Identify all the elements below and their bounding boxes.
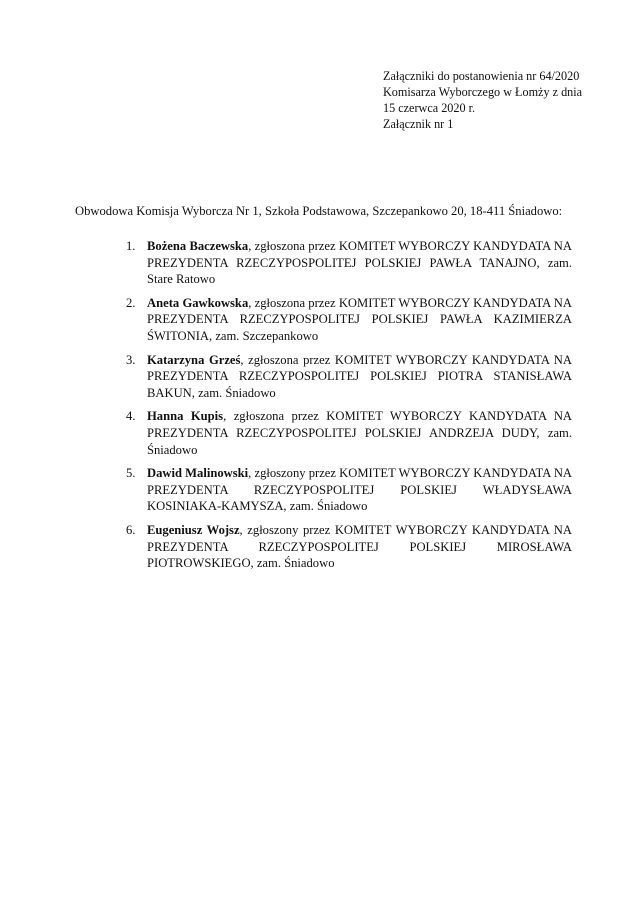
candidate-details: , zgłoszona przez KOMITET WYBORCZY KANDYDATA NA PREZYDENTA RZECZYPOSPOLITEJ POLSKIEJ PAWŁA TANAJNO, zam. Stare Ratowo: [147, 239, 572, 287]
list-item: [120, 408, 572, 458]
candidate-name: Eugeniusz Wojsz: [147, 522, 240, 537]
candidate-name: Aneta Gawkowska: [147, 295, 249, 310]
candidate-number: 3.: [126, 352, 136, 367]
candidate-name: Katarzyna Grześ: [147, 352, 241, 367]
candidate-number: 1.: [126, 239, 136, 253]
header-line: 15 czerwca 2020 r.: [383, 101, 476, 115]
candidate-details: , zgłoszona przez KOMITET WYBORCZY KANDYDATA NA PREZYDENTA RZECZYPOSPOLITEJ POLSKIEJ PIOTRA STANISŁAWA BAKUN, zam. Śniadowo: [147, 352, 572, 400]
header-line: Komisarza Wyborczego w Łomży z dnia: [383, 85, 583, 99]
list-item: [120, 352, 572, 402]
header-line: Załącznik nr 1: [383, 117, 454, 131]
commission-title: Obwodowa Komisja Wyborcza Nr 1, Szkoła Podstawowa, Szczepankowo 20, 18-411 Śniadowo:: [75, 204, 563, 218]
candidate-number: 5.: [126, 466, 136, 481]
candidate-name: Dawid Malinowski: [147, 466, 249, 481]
candidate-details: , zgłoszony przez KOMITET WYBORCZY KANDYDATA NA PREZYDENTA RZECZYPOSPOLITEJ POLSKIEJ MIROSŁAWA PIOTROWSKIEGO, zam. Śniadowo: [147, 522, 572, 571]
candidate-list: [120, 238, 572, 579]
header-line: Załączniki do postanowienia nr 64/2020: [383, 69, 580, 83]
candidate-number: 4.: [126, 409, 136, 424]
list-item: [120, 465, 572, 515]
attachment-header: [383, 68, 623, 132]
candidate-details: , zgłoszona przez KOMITET WYBORCZY KANDYDATA NA PREZYDENTA RZECZYPOSPOLITEJ POLSKIEJ ANDRZEJA DUDY, zam. Śniadowo: [147, 409, 573, 457]
list-item: [120, 295, 572, 345]
candidate-number: 2.: [126, 295, 136, 310]
candidate-details: , zgłoszony przez KOMITET WYBORCZY KANDYDATA NA PREZYDENTA RZECZYPOSPOLITEJ POLSKIEJ WŁADYSŁAWA KOSINIAKA-KAMYSZA, zam. Śniadowo: [147, 466, 573, 514]
list-item: [120, 522, 572, 572]
candidate-name: Hanna Kupis: [147, 409, 224, 424]
candidate-name: Bożena Baczewska: [147, 239, 249, 253]
candidate-details: , zgłoszona przez KOMITET WYBORCZY KANDYDATA NA PREZYDENTA RZECZYPOSPOLITEJ POLSKIEJ PAWŁA KAZIMIERZA ŚWITONIA, zam. Szczepankowo: [147, 295, 572, 343]
candidate-number: 6.: [126, 522, 136, 537]
list-item: [120, 238, 572, 288]
